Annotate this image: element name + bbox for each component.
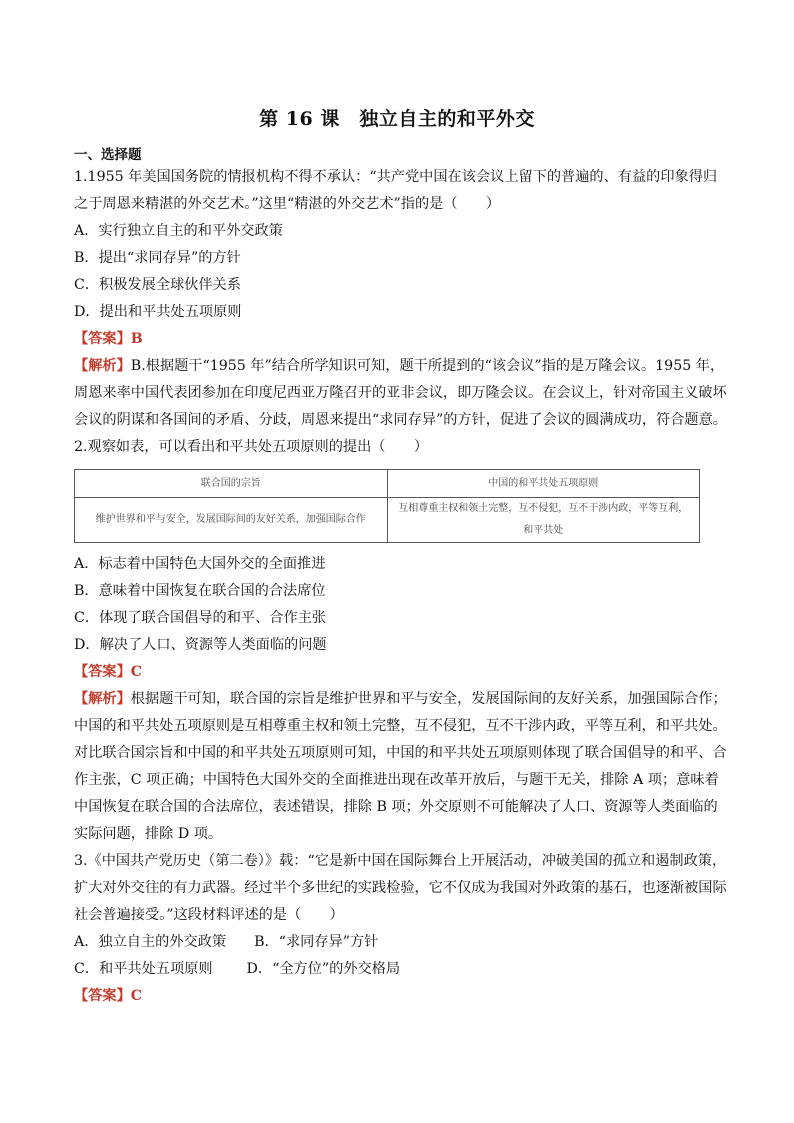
q3-options-row-2 [74,956,728,983]
q1-answer [74,326,728,353]
q3-option-d: D．“全方位”的外交格局 [246,961,401,977]
q1-stem: 1.1955 年美国国务院的情报机构不得不承认：“共产党中国在该会议上留下的普遍的、有益的印象得归之于周恩来精湛的外交艺术。”这里“精湛的外交艺术”指的是（ ） [74,169,718,212]
q1-answer-value: B [130,331,143,347]
q2-answer-label: 【答案】 [74,664,131,680]
q2-analysis-label: 【解析】 [74,691,131,707]
table-header-row [75,470,700,498]
q2-option-a: A．标志着中国特色大国外交的全面推进 [74,556,326,572]
q3-option-b: B．“求同存异”方针 [254,934,379,950]
table-header-five-principles: 中国的和平共处五项原则 [387,470,700,498]
q1-option-d: D．提出和平共处五项原则 [74,304,242,320]
comparison-table [74,469,700,543]
q2-analysis-text: 根据题干可知，联合国的宗旨是维护世界和平与安全，发展国际间的友好关系，加强国际合作；中国的和平共处五项原则是互相尊重主权和领土完整，互不侵犯，互不干涉内政，平等互利，和平共处。对比联合国宗旨和中国的和平共处五项原则可知，中国的和平共处五项原则体现了联合国倡导的和平、合作主张，C 项正确；中国特色大国外交的全面推进出现在改革开放后，与题干无关，排除 A 项；意味着中国恢复在联合国的合法席位，表述错误，排除 B 项；外交原则不可能解决了人口、资源等人类面临的实际问题，排除 D 项。 [74,691,727,842]
q2-option-c: C．体现了联合国倡导的和平、合作主张 [74,610,327,626]
q1-analysis [74,353,728,434]
q1-option-a: A．实行独立自主的和平外交政策 [74,223,283,239]
q1-analysis-text: B.根据题干“1955 年”结合所学知识可知，题干所提到的“该会议”指的是万隆会议。1955 年，周恩来率中国代表团参加在印度尼西亚万隆召开的亚非会议，即万隆会议。在会议上，针对帝国主义破坏会议的阴谋和各国间的矛盾、分歧，周恩来提出“求同存异”的方针，促进了会议的圆满成功，符合题意。 [74,358,727,428]
q2-answer-value: C [130,664,143,680]
q3-answer-value: C [130,988,143,1004]
q2-option-d: D．解决了人口、资源等人类面临的问题 [74,637,327,653]
q2-option-b: B．意味着中国恢复在联合国的合法席位 [74,583,326,599]
q3-option-a: A．独立自主的外交政策 [74,934,227,950]
section-heading: 一、选择题 [74,147,142,163]
q2-stem: 2.观察如表，可以看出和平共处五项原则的提出（ ） [74,439,429,455]
q3-answer-label: 【答案】 [74,988,131,1004]
q2-answer [74,659,728,686]
table-row [75,498,700,543]
q1-option-b: B．提出“求同存异”的方针 [74,250,241,266]
table-cell-un-purpose: 维护世界和平与安全，发展国际间的友好关系，加强国际合作 [75,498,388,543]
q3-stem: 3.《中国共产党历史（第二卷）》载：“它是新中国在国际舞台上开展活动，冲破美国的孤立和遏制政策，扩大对外交往的有力武器。经过半个多世纪的实践检验，它不仅成为我国对外政策的基石，也逐渐被国际社会普遍接受。”这段材料评述的是（ ） [74,853,727,923]
q3-answer [74,983,728,1010]
table-header-un-purpose: 联合国的宗旨 [75,470,388,498]
lesson-title: 第 16 课 独立自主的和平外交 [259,108,535,130]
q3-option-c: C．和平共处五项原则 [74,961,213,977]
question-content [74,164,728,1010]
q2-analysis [74,686,728,848]
q1-analysis-label: 【解析】 [74,358,131,374]
q1-option-c: C．积极发展全球伙伴关系 [74,277,241,293]
q1-answer-label: 【答案】 [74,331,131,347]
table-cell-five-principles: 互相尊重主权和领土完整，互不侵犯，互不干涉内政，平等互利，和平共处 [387,498,700,543]
q3-options-row-1 [74,929,728,956]
